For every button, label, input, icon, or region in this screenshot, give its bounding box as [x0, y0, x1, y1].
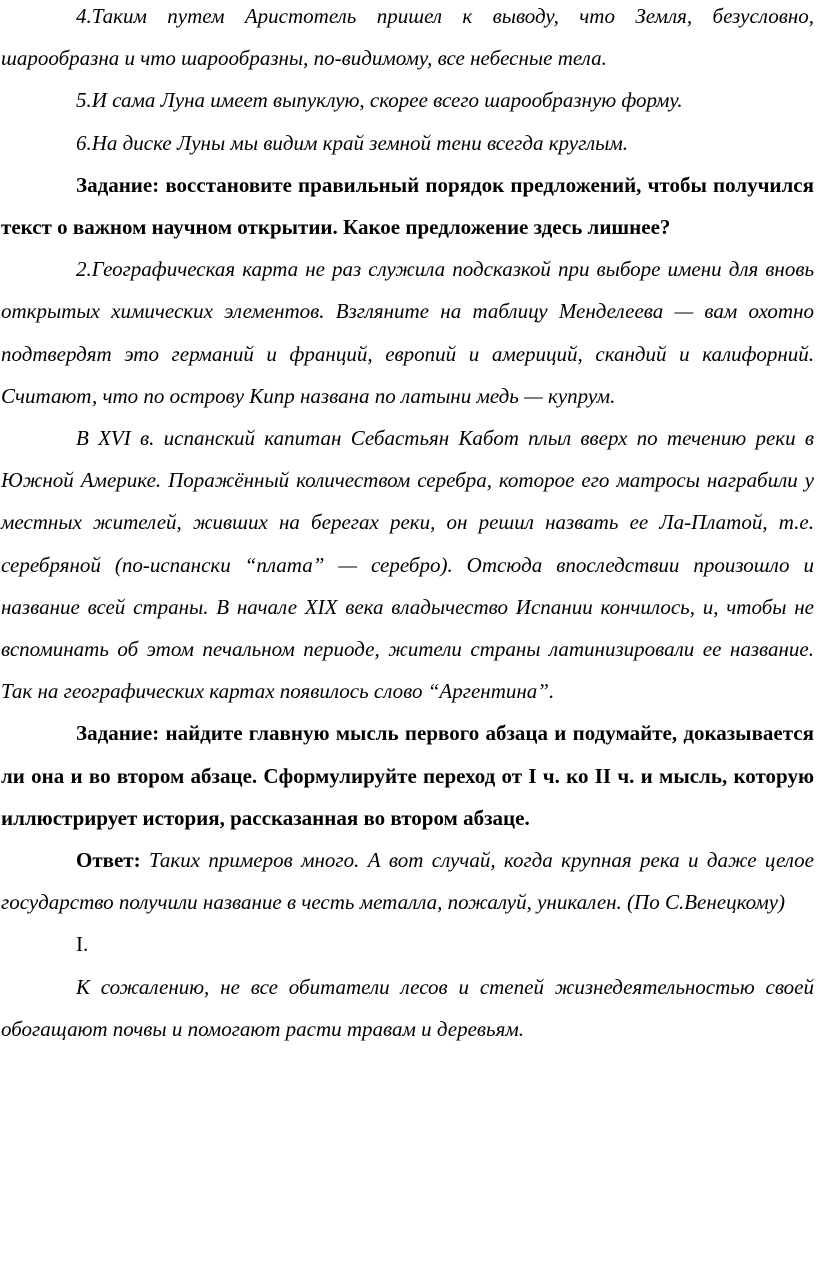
answer-text: Таких примеров много. А вот случай, когда крупная река и даже целое государство получили название в честь металла, пожалуй, уникален. (По С.Венецкому): [1, 848, 814, 915]
task-order-sentences: Задание: восстановите правильный порядок предложений, чтобы получился текст о важном научном открытии. Какое предложение здесь лишнее?: [1, 172, 814, 240]
paragraph-geography-map: 2.Географическая карта не раз служила подсказкой при выборе имени для вновь открытых химических элементов. Взгляните на таблицу Менделеева — вам охотно подтвердят это германий и франций, европий и америций, скандий и калифорний. Считают, что по острову Кипр названа по латыни медь — купрум.: [1, 257, 814, 408]
paragraph-forest-steppe: К сожалению, не все обитатели лесов и степей жизнедеятельностью своей обогащают почвы и помогают расти травам и деревьям.: [1, 974, 814, 1041]
paragraph-argentina: В XVI в. испанский капитан Себастьян Кабот плыл вверх по течению реки в Южной Америке. Поражённый количеством серебра, которое его матросы награбили у местных жителей, живших на берегах реки, он решил назвать ее Ла-Платой, т.е. серебряной (по-испански “плата” — серебро). Отсюда впоследствии произошло и название всей страны. В начале XIX века владычество Испании кончилось, и, чтобы не вспоминать об этом печальном периоде, жители страны латинизировали ее название. Так на географических картах появилось слово “Аргентина”.: [1, 426, 814, 704]
sentence-6: 6.На диске Луны мы видим край земной тени всегда круглым.: [76, 130, 629, 155]
sentence-4: 4.Таким путем Аристотель пришел к выводу, что Земля, безусловно, шарообразна и что шарообразны, по-видимому, все небесные тела.: [1, 4, 814, 71]
answer-label: Ответ:: [76, 848, 141, 873]
answer-paragraph: [1, 839, 814, 923]
task-main-idea: Задание: найдите главную мысль первого абзаца и подумайте, доказывается ли она и во втором абзаце. Сформулируйте переход от I ч. ко II ч. и мысль, которую иллюстрирует история, рассказанная во втором абзаце.: [1, 721, 814, 830]
sentence-5: 5.И сама Луна имеет выпуклую, скорее всего шарообразную форму.: [76, 88, 683, 113]
section-roman-numeral: I.: [76, 932, 89, 957]
